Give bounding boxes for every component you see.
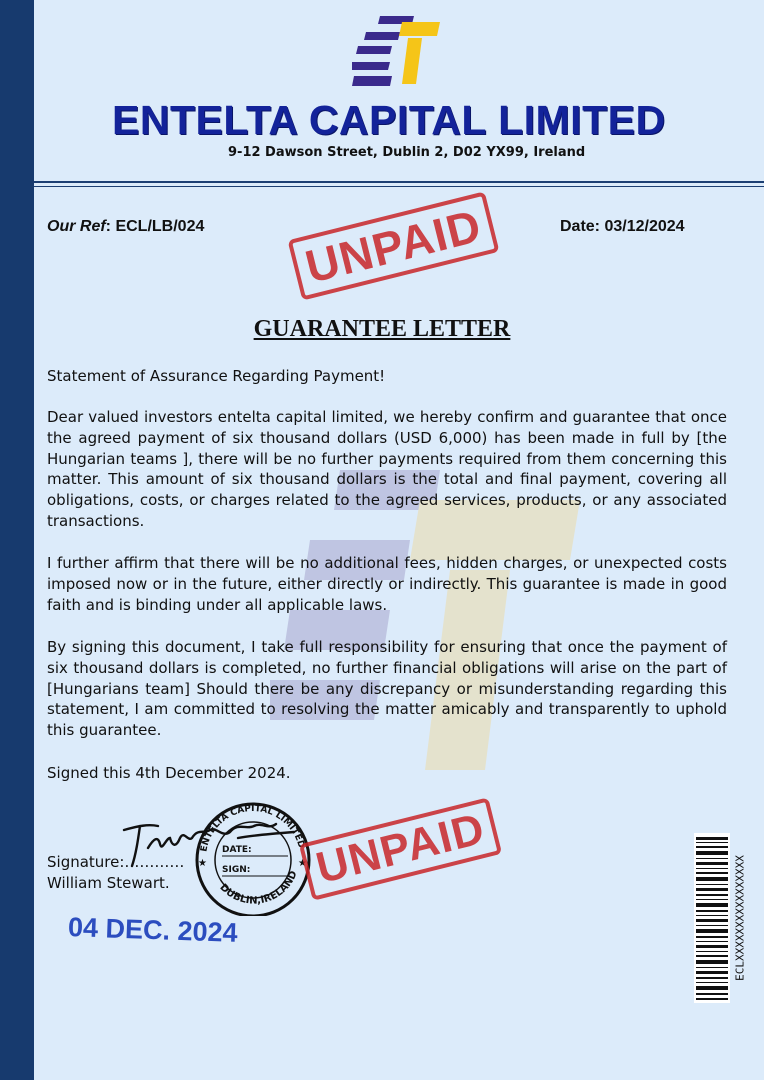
signatory-name: William Stewart. — [47, 874, 170, 892]
svg-text:ENTELTA CAPITAL LIMITED — [199, 804, 305, 853]
svg-text:DUBLIN,IRELAND — [217, 869, 299, 906]
paragraph-3 — [47, 637, 727, 741]
header-divider-thin — [34, 186, 764, 187]
signature-label: Signature:………… — [47, 853, 185, 871]
paragraph-1-text: Dear valued investors entelta capital limited, we hereby confirm and guarantee that once the agreed payment of six thousand dollars (USD 6,000) has been made in full by [the Hungarian teams ], there will be no further payments required from them concerning this matter. This amount of six thousand dollars is the total and final payment, covering all obligations, costs, or charges related to the agreed services, products, or any associated transactions. — [47, 408, 727, 530]
reference-value: : ECL/LB/024 — [105, 218, 205, 235]
seal-bottom-text: DUBLIN,IRELAND — [217, 869, 300, 907]
company-name: ENTELTA CAPITAL LIMITED — [112, 97, 666, 143]
company-address: 9-12 Dawson Street, Dublin 2, D02 YX99, Ireland — [228, 145, 586, 160]
letter-date: Date: 03/12/2024 — [560, 218, 685, 235]
barcode-icon — [694, 833, 730, 1003]
header-divider — [34, 181, 764, 183]
signed-line: Signed this 4th December 2024. — [47, 764, 291, 782]
barcode-text: ECLXXXXXXXXXXXXXXXX — [733, 855, 747, 981]
seal-date-label: DATE: — [222, 845, 252, 855]
reference-label: Our Ref — [47, 218, 106, 235]
paragraph-2-text: I further affirm that there will be no additional fees, hidden charges, or unexpected costs imposed now or in the future, either directly or indirectly. This guarantee is made in good faith and is binding under all applicable laws. — [47, 554, 727, 614]
paragraph-2 — [47, 553, 727, 615]
company-seal-stamp — [188, 798, 318, 916]
letter-title: GUARANTEE LETTER — [253, 316, 511, 342]
seal-star-icon-left: ★ — [198, 858, 207, 869]
reference-line — [47, 218, 204, 236]
seal-sign-label: SIGN: — [222, 865, 251, 875]
paragraph-1 — [47, 407, 727, 532]
paragraph-3-text: By signing this document, I take full responsibility for ensuring that once the payment of six thousand dollars is completed, no further financial obligations will arise on the part of [Hungarians team] Should there be any discrepancy or misunderstanding regarding this statement, I am committed to resolving the matter amicably and transparently to uphold this guarantee. — [47, 638, 727, 740]
barcode-label — [730, 833, 750, 1003]
unpaid-stamp-top: UNPAID — [288, 191, 500, 300]
left-sidebar-bar — [0, 0, 34, 1080]
seal-star-icon-right: ★ — [298, 858, 307, 869]
letter-subject: Statement of Assurance Regarding Payment! — [47, 367, 386, 385]
seal-top-text: ENTELTA CAPITAL LIMITED — [199, 803, 306, 853]
date-stamp: 04 DEC. 2024 — [67, 912, 239, 948]
unpaid-stamp-bottom: UNPAID — [299, 797, 503, 901]
entelta-logo-icon — [352, 14, 442, 88]
